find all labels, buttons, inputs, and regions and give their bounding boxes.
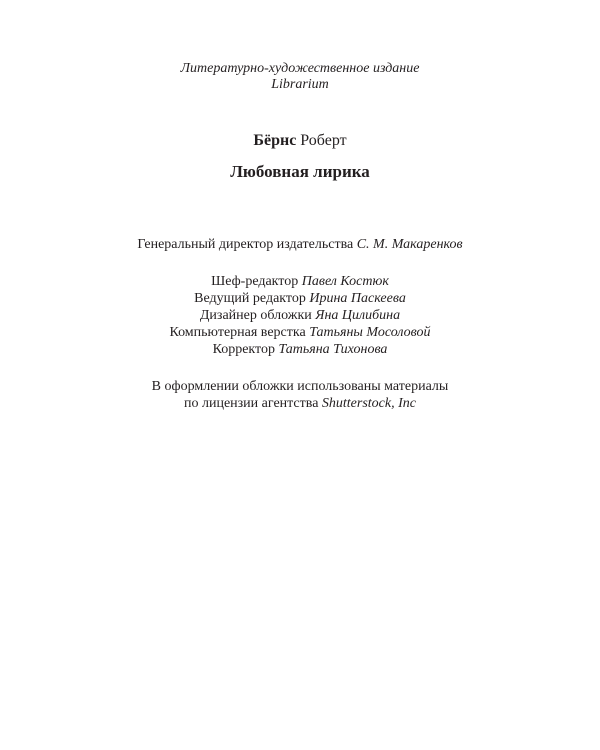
credit-name: Ирина Паскеева xyxy=(309,291,406,306)
series-label xyxy=(0,61,600,93)
credit-role: Ведущий редактор xyxy=(194,291,306,306)
credit-role: Шеф-редактор xyxy=(211,274,299,289)
credit-row xyxy=(0,290,600,307)
credit-role: Компьютерная верстка xyxy=(169,325,306,340)
credit-role: Дизайнер обложки xyxy=(199,308,312,323)
author-given-name: Роберт xyxy=(300,132,347,149)
credit-role: Корректор xyxy=(212,342,275,357)
book-title: Любовная лирика xyxy=(230,162,370,181)
cover-note-line-1: В оформлении обложки использованы материалы xyxy=(151,379,449,394)
credits-block xyxy=(0,273,600,358)
director-name: С. М. Макаренков xyxy=(356,237,463,252)
cover-note-line-2 xyxy=(0,395,600,412)
credit-name: Павел Костюк xyxy=(301,274,389,289)
series-name: Librarium xyxy=(271,77,329,92)
general-director-line xyxy=(0,236,600,254)
credit-row xyxy=(0,273,600,290)
credit-name: Яна Цилибина xyxy=(315,308,401,323)
credit-name: Татьяны Мосоловой xyxy=(309,325,431,340)
credit-name: Татьяна Тихонова xyxy=(278,342,388,357)
author-name xyxy=(0,131,600,151)
author-surname: Бёрнс xyxy=(253,132,297,149)
cover-materials-note xyxy=(0,378,600,412)
credit-row xyxy=(0,341,600,358)
cover-note-agency: Shutterstock, Inc xyxy=(321,396,416,411)
cover-note-license-text: по лицензии агентства xyxy=(183,396,319,411)
credit-row xyxy=(0,307,600,324)
credit-row xyxy=(0,324,600,341)
director-role: Генеральный директор издательства xyxy=(137,237,354,252)
series-edition-type: Литературно-художественное издание xyxy=(180,61,420,76)
